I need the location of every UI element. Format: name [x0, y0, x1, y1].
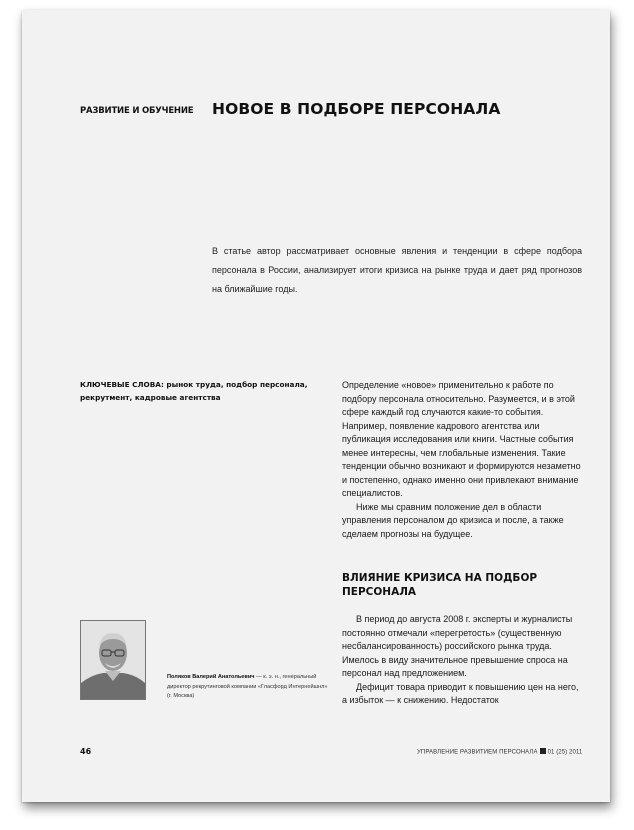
keywords-label: КЛЮЧЕВЫЕ СЛОВА: [80, 380, 164, 389]
body-paragraph: В период до августа 2008 г. эксперты и журналисты постоянно отмечали «перегретость» (существенную несбалансированность) российского рынка труда. Имелось в виду значительное превышение спроса на персонал над предложением. [342, 614, 573, 678]
author-details: — к. э. н., генеральный директор рекрутинговой компании «Гласфорд Интернейшнл» (г. Москва) [167, 674, 328, 699]
page-number: 46 [80, 747, 92, 756]
author-bio [167, 673, 332, 702]
section-heading: ВЛИЯНИЕ КРИЗИСА НА ПОДБОР ПЕРСОНАЛА [342, 572, 538, 598]
body-paragraph: Дефицит товара приводит к повышению цен на него, а избыток — к снижению. Недостаток [342, 681, 579, 705]
keywords-block [80, 379, 320, 404]
square-bullet-icon [540, 748, 546, 754]
author-photo [80, 620, 146, 700]
issue-number: 01 (25) 2011 [547, 749, 583, 756]
body-paragraph: Ниже мы сравним положение дел в области управления персоналом до кризиса и после, а также сделаем прогнозы на будущее. [342, 501, 564, 539]
author-portrait-icon [81, 621, 145, 699]
article-title: НОВОЕ В ПОДБОРЕ ПЕРСОНАЛА [212, 100, 501, 118]
journal-name: УПРАВЛЕНИЕ РАЗВИТИЕМ ПЕРСОНАЛА [417, 749, 538, 756]
magazine-page [22, 10, 610, 802]
keywords-text: рынок труда, подбор персонала, рекрутмент, кадровые агентства [80, 380, 308, 402]
body-column-crisis [342, 613, 582, 708]
running-footer [417, 748, 582, 756]
body-column-intro [342, 379, 582, 541]
author-name: Поляков Валерий Анатольевич [167, 674, 255, 680]
body-paragraph: Определение «новое» применительно к работе по подбору персонала относительно. Разумеется, и в этой сфере каждый год случаются какие-то события. Например, появление кадрового агентства или публикация исследования или книги. Частные события менее интересны, чем глобальные изменения. Такие тенденции обычно возникают и формируются незаметно и постепенно, однако именно они привлекают внимание специалистов. [342, 380, 581, 498]
article-abstract: В статье автор рассматривает основные явления и тенденции в сфере подбора персонала в России, анализирует итоги кризиса на рынке труда и дает ряд прогнозов на ближайшие годы. [212, 246, 582, 294]
section-label: РАЗВИТИЕ И ОБУЧЕНИЕ [80, 106, 194, 116]
